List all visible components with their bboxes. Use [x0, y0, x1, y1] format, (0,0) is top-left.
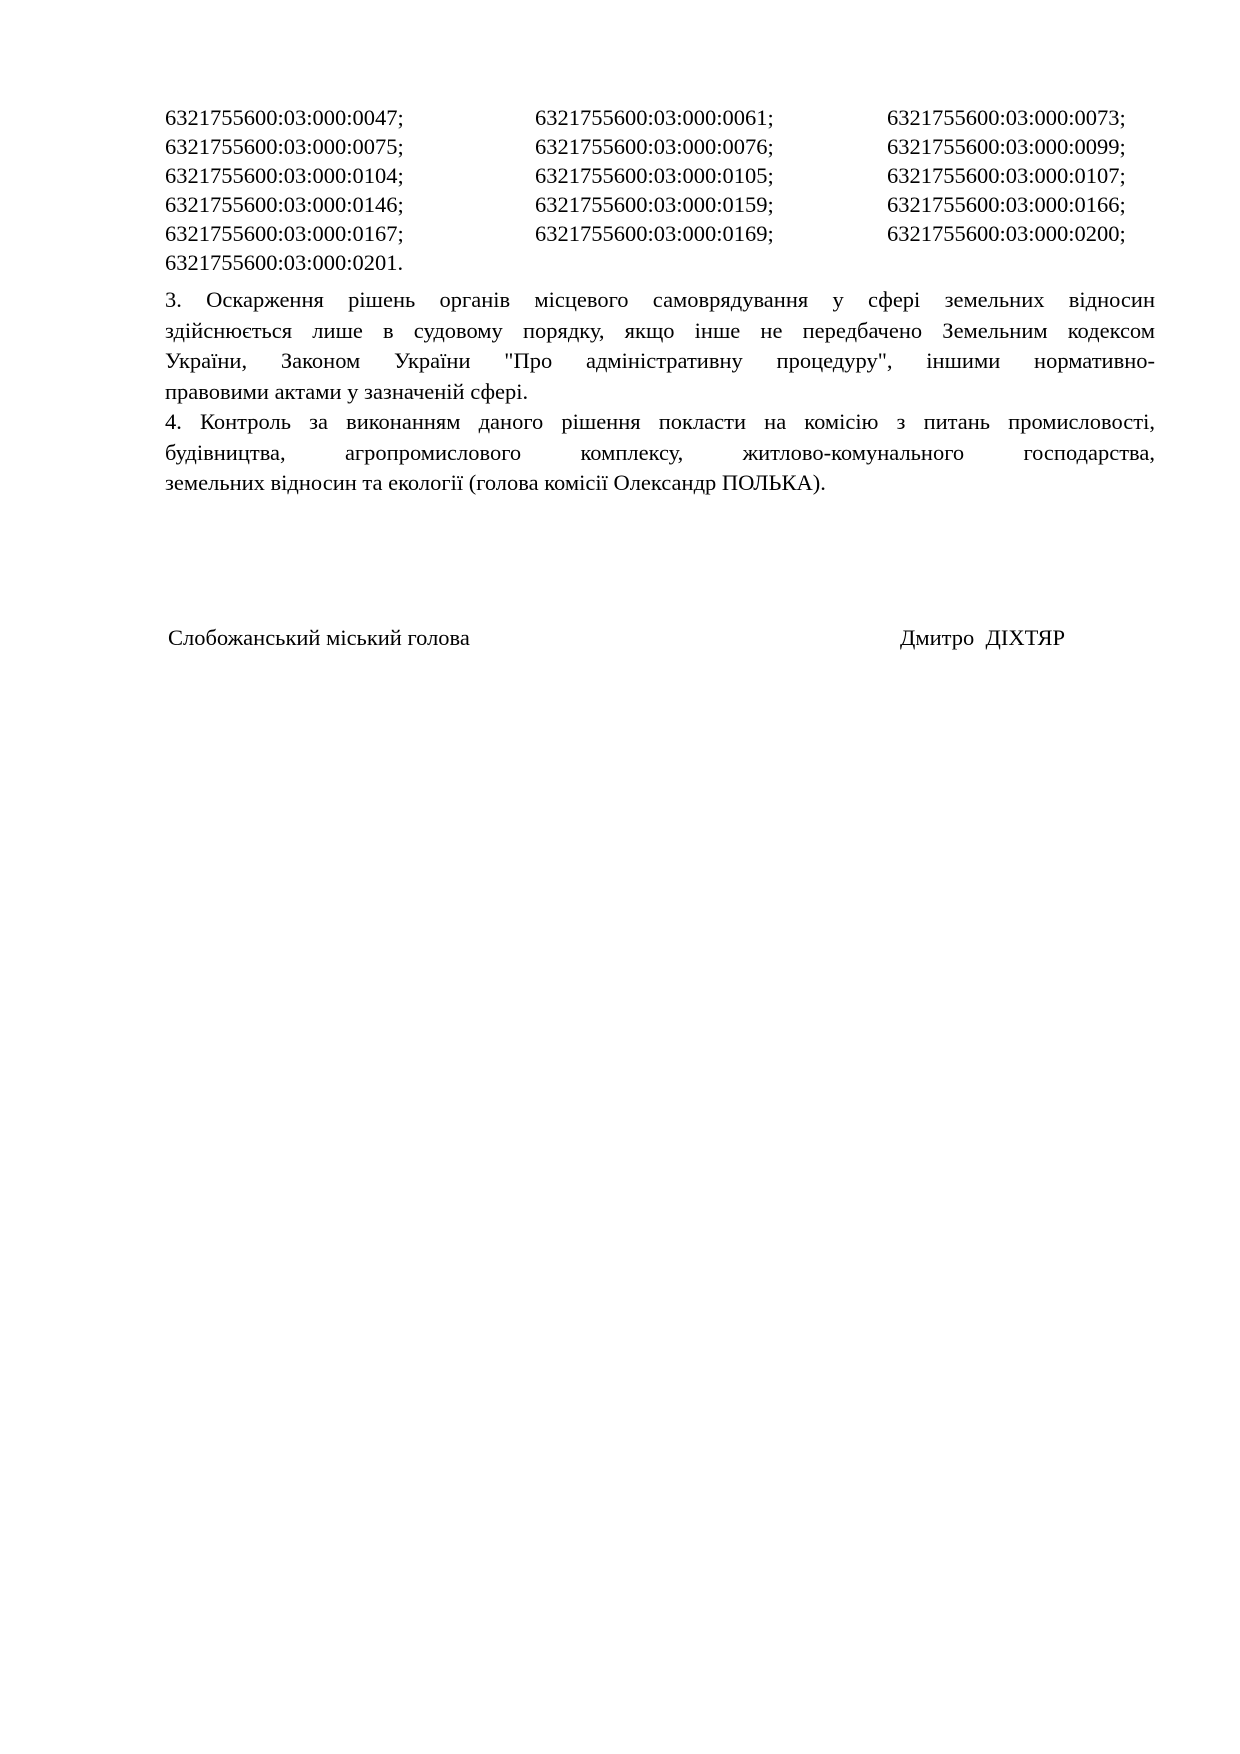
- cadastral-row: [165, 161, 1155, 190]
- cadastral-row: [165, 103, 1155, 132]
- cadastral-row: [165, 219, 1155, 248]
- cadastral-number: 6321755600:03:000:0047;: [165, 105, 404, 130]
- cadastral-number: 6321755600:03:000:0107;: [887, 163, 1126, 188]
- cadastral-number: 6321755600:03:000:0099;: [887, 134, 1126, 159]
- signature-title: Слобожанський міський голова: [168, 624, 470, 650]
- cadastral-number: 6321755600:03:000:0061;: [535, 105, 774, 130]
- paragraph-line: здійснюється лише в судовому порядку, якщо інше не передбачено Земельним кодексом: [165, 317, 1155, 343]
- cadastral-number: 6321755600:03:000:0169;: [535, 221, 774, 246]
- cadastral-number: 6321755600:03:000:0146;: [165, 192, 404, 217]
- cadastral-row: [165, 132, 1155, 161]
- cadastral-number: 6321755600:03:000:0201.: [165, 250, 404, 275]
- paragraph-line: України, Законом України "Про адміністративну процедуру", іншими нормативно-: [165, 348, 1155, 373]
- paragraph-line: 3. Оскарження рішень органів місцевого самоврядування у сфері земельних відносин: [165, 287, 1155, 312]
- cadastral-number: 6321755600:03:000:0159;: [535, 192, 774, 217]
- paragraph-line: земельних відносин та екології (голова комісії Олександр ПОЛЬКА).: [165, 470, 826, 495]
- cadastral-number-list: [165, 103, 1155, 277]
- cadastral-number: 6321755600:03:000:0104;: [165, 163, 404, 188]
- cadastral-number: 6321755600:03:000:0076;: [535, 134, 774, 159]
- cadastral-number: 6321755600:03:000:0075;: [165, 134, 404, 159]
- cadastral-number: 6321755600:03:000:0167;: [165, 221, 404, 246]
- cadastral-number: 6321755600:03:000:0166;: [887, 192, 1126, 217]
- paragraph-line: правовими актами у зазначеній сфері.: [165, 378, 529, 404]
- signature-block: [165, 623, 1155, 652]
- cadastral-row: [165, 190, 1155, 219]
- cadastral-row: [165, 248, 1155, 277]
- paragraph-line: будівництва, агропромислового комплексу, житлово-комунального господарства,: [165, 439, 1155, 465]
- cadastral-number: 6321755600:03:000:0073;: [887, 105, 1126, 130]
- cadastral-number: 6321755600:03:000:0105;: [535, 163, 774, 188]
- cadastral-number: 6321755600:03:000:0200;: [887, 221, 1126, 246]
- paragraph-control: [165, 407, 1155, 499]
- document-content: [165, 103, 1155, 652]
- paragraph-line: 4. Контроль за виконанням даного рішення покласти на комісію з питань промисловості,: [165, 409, 1155, 434]
- paragraph-appeal: [165, 285, 1155, 407]
- signature-name: Дмитро ДІХТЯР: [900, 624, 1065, 650]
